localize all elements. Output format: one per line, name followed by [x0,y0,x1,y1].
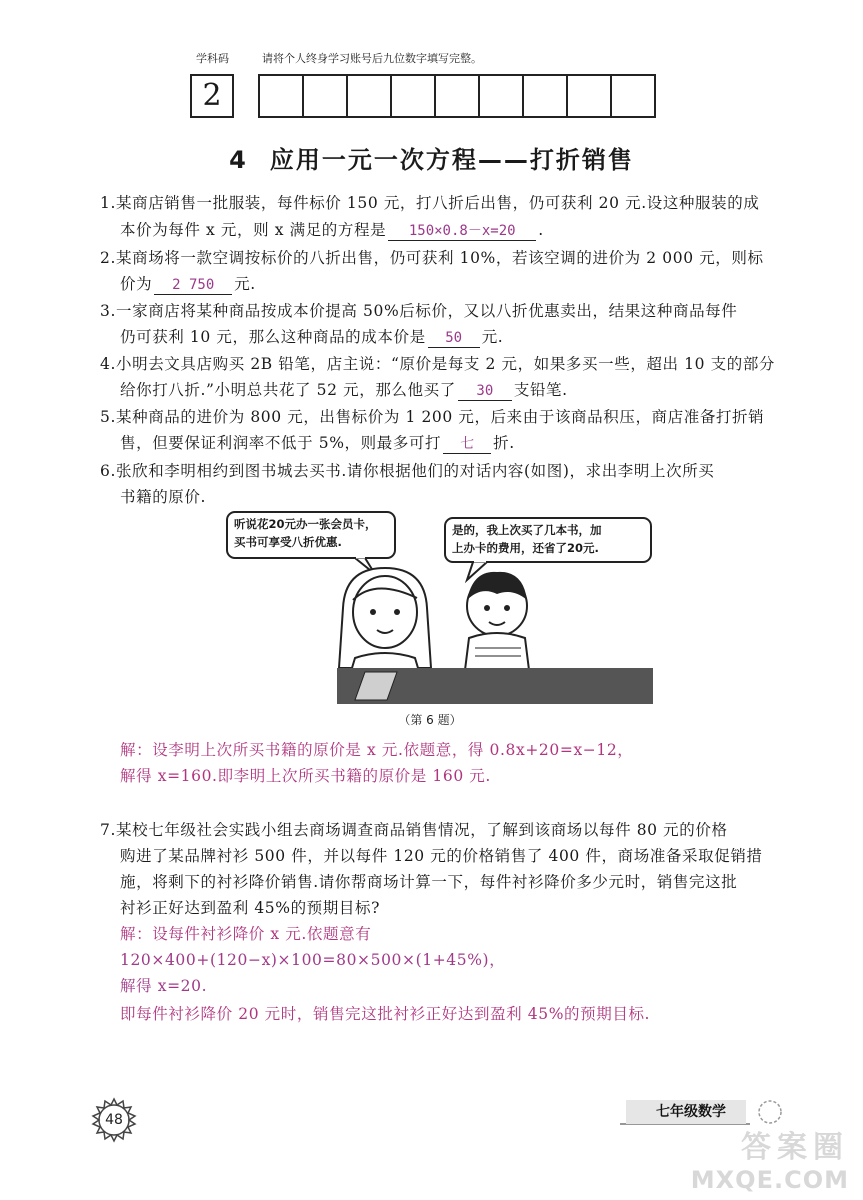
q7-line-3: 施，将剩下的衬衫降价销售.请你帮商场计算一下，每件衬衫降价多少元时，销售完这批 [120,873,738,891]
girl-figure [339,568,431,678]
bubble-right-line-2: 上办卡的费用，还省了20元. [452,541,599,555]
bubble-left-line-2: 买书可享受八折优惠. [234,535,342,549]
section-number: 4 [229,146,248,174]
id-digit-box[interactable] [302,74,348,118]
q7-solution-line-4: 即每件衬衫降价 20 元时，销售完这批衬衫正好达到盈利 45%的预期目标. [120,1005,651,1023]
bubble-right-line-1: 是的，我上次买了几本书，加 [452,523,602,537]
id-digit-box[interactable] [522,74,568,118]
q1-line-2 [120,220,544,241]
q5-text-end: 折. [493,434,515,452]
q3-answer-blank[interactable]: 50 [428,329,480,348]
account-instruction: 请将个人终身学习账号后九位数字填写完整。 [262,52,482,65]
q6-line-1: 6.张欣和李明相约到图书城去买书.请你根据他们的对话内容(如图)，求出李明上次所买 [100,462,715,480]
watermark-top: 答案圈 [741,1130,849,1165]
q4-text-end: 支铅笔. [513,381,568,399]
gear-ornament-icon [759,1101,781,1123]
id-digit-box[interactable] [390,74,436,118]
id-digit-box[interactable] [346,74,392,118]
q4-line-1: 4.小明去文具店购买 2B 铅笔，店主说：“原价是每支 2 元，如果多买一些，超出 10 支的部分 [100,355,776,373]
q1-line-1: 1.某商店销售一批服装，每件标价 150 元，打八折后出售，仍可获利 20 元.设这种服装的成 [100,194,760,212]
q4-text: 给你打八折.”小明总共花了 52 元，那么他买了 [120,381,456,399]
subject-code-label: 学科码 [196,52,229,65]
q6-line-2: 书籍的原价. [120,488,207,506]
id-digit-box[interactable] [478,74,524,118]
q7-solution-line-2: 120×400+(120−x)×100=80×500×(1+45%)， [120,951,506,969]
q2-line-1: 2.某商场将一款空调按标价的八折出售，仍可获利 10%，若该空调的进价为 2 000 元，则标 [100,249,764,267]
site-watermark [691,1122,849,1194]
q7-line-2: 购进了某品牌衬衫 500 件，并以每件 120 元的价格销售了 400 件，商场准备采取促销措 [120,847,763,865]
account-id-boxes[interactable] [258,74,654,118]
q6-solution-line-2: 解得 x=160.即李明上次所买书籍的原价是 160 元. [120,767,491,785]
id-digit-box[interactable] [434,74,480,118]
id-digit-box[interactable] [566,74,612,118]
id-digit-box[interactable] [610,74,656,118]
q6-solution-line-1: 解：设李明上次所买书籍的原价是 x 元.依题意，得 0.8x+20=x−12， [120,741,634,759]
q2-answer-blank[interactable]: 2 750 [154,276,232,295]
q7-line-1: 7.某校七年级社会实践小组去商场调查商品销售情况，了解到该商场以每件 80 元的价格 [100,821,728,839]
q3-line-2 [120,327,503,348]
id-digit-box[interactable] [258,74,304,118]
q5-line-2 [120,433,515,454]
figure-caption: （第 6 题） [398,713,462,727]
q2-text: 价为 [120,275,153,293]
q7-solution-line-3: 解得 x=20. [120,977,208,995]
q3-line-1: 3.一家商店将某种商品按成本价提高 50%后标价，又以八折优惠卖出，结果这种商品每件 [100,302,738,320]
q1-text-end: . [538,221,544,239]
q1-answer-blank[interactable]: 150×0.8－x=20 [388,222,536,241]
q7-line-4: 衬衫正好达到盈利 45%的预期目标? [120,899,380,917]
q4-answer-blank[interactable]: 30 [458,382,512,401]
q3-text-end: 元. [481,328,504,346]
section-title: 应用一元一次方程——打折销售 [269,146,634,174]
q7-solution-line-1: 解：设每件衬衫降价 x 元.依题意有 [120,925,372,943]
page-title [0,140,863,175]
boy-figure [465,572,529,670]
q5-line-1: 5.某种商品的进价为 800 元，出售标价为 1 200 元，后来由于该商品积压，商店准备打折销 [100,408,765,426]
grade-label: 七年级数学 [656,1104,726,1120]
q4-line-2 [120,380,568,401]
subject-code-box: 2 [190,74,234,118]
q2-line-2 [120,274,256,295]
q3-text: 仍可获利 10 元，那么这种商品的成本价是 [120,328,426,346]
q1-text: 本价为每件 x 元，则 x 满足的方程是 [120,221,387,239]
q5-text: 售，但要保证利润率不低于 5%，则最多可打 [120,434,442,452]
bubble-left-line-1: 听说花20元办一张会员卡， [234,517,377,531]
q2-text-end: 元. [234,275,256,293]
watermark-bottom: MXQE.COM [690,1166,849,1194]
page-number: 48 [105,1112,123,1128]
q5-answer-blank[interactable]: 七 [443,435,491,454]
